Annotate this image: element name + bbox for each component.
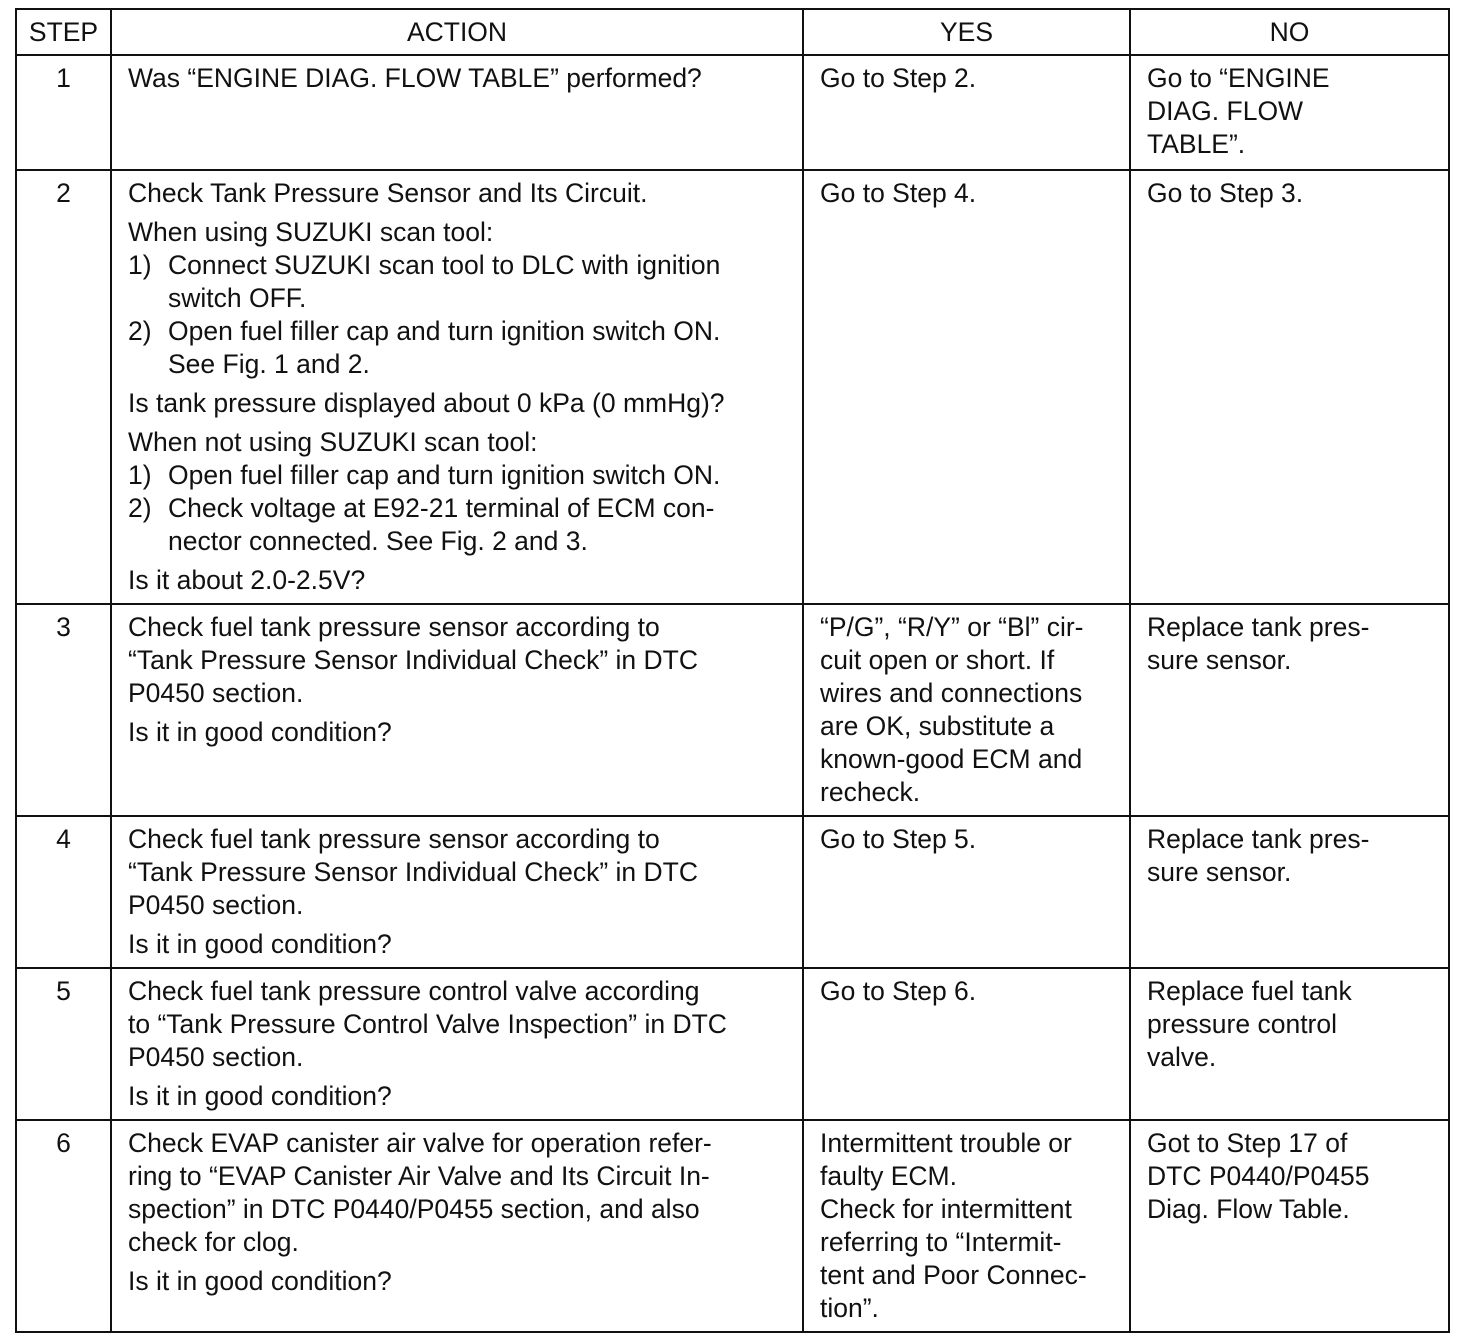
table-row [16, 604, 1449, 816]
no-text: Got to Step 17 of [1147, 1128, 1348, 1158]
list-number: 2) [128, 316, 152, 346]
no-text: valve. [1147, 1042, 1217, 1072]
action-cell [111, 968, 803, 1120]
action-text: Connect SUZUKI scan tool to DLC with ignition [168, 250, 721, 280]
yes-text: Go to Step 4. [820, 178, 977, 208]
action-question: Is it in good condition? [128, 1081, 392, 1111]
action-list-item [128, 492, 792, 525]
yes-text: Intermittent trouble or [820, 1128, 1072, 1158]
no-cell [1130, 1120, 1449, 1332]
header-step: STEP [16, 9, 111, 55]
action-text: P0450 section. [128, 678, 304, 708]
no-text: pressure control [1147, 1009, 1338, 1039]
action-list-item [128, 249, 792, 282]
action-list-item-cont [128, 525, 792, 558]
action-list-item [128, 315, 792, 348]
no-cell [1130, 170, 1449, 604]
no-text: Go to “ENGINE [1147, 63, 1330, 93]
yes-text: “P/G”, “R/Y” or “Bl” cir- [820, 612, 1084, 642]
action-text: ring to “EVAP Canister Air Valve and Its Circuit In- [128, 1161, 710, 1191]
yes-cell [803, 816, 1130, 968]
action-text: Open fuel filler cap and turn ignition switch ON. [168, 460, 721, 490]
step-number: 2 [16, 170, 111, 604]
action-text: check for clog. [128, 1227, 299, 1257]
action-text: See Fig. 1 and 2. [168, 349, 370, 379]
step-number: 5 [16, 968, 111, 1120]
action-text: Check voltage at E92-21 terminal of ECM con- [168, 493, 715, 523]
table-row [16, 170, 1449, 604]
step-number: 6 [16, 1120, 111, 1332]
no-text: TABLE”. [1147, 129, 1246, 159]
yes-text: recheck. [820, 777, 921, 807]
yes-text: Go to Step 6. [820, 976, 977, 1006]
action-text: “Tank Pressure Sensor Individual Check” in DTC [128, 857, 698, 887]
action-text: “Tank Pressure Sensor Individual Check” in DTC [128, 645, 698, 675]
action-text: nector connected. See Fig. 2 and 3. [168, 526, 588, 556]
action-text: P0450 section. [128, 890, 304, 920]
action-question: Is tank pressure displayed about 0 kPa (0 mmHg)? [128, 388, 725, 418]
header-no: NO [1130, 9, 1449, 55]
list-number: 1) [128, 250, 152, 280]
no-text: Go to Step 3. [1147, 178, 1304, 208]
yes-cell [803, 55, 1130, 170]
action-cell [111, 1120, 803, 1332]
no-text: Replace fuel tank [1147, 976, 1352, 1006]
action-text: Check EVAP canister air valve for operation refer- [128, 1128, 712, 1158]
no-text: DIAG. FLOW [1147, 96, 1304, 126]
yes-text: tion”. [820, 1293, 879, 1323]
step-number: 3 [16, 604, 111, 816]
action-text: to “Tank Pressure Control Valve Inspection” in DTC [128, 1009, 727, 1039]
yes-text: Go to Step 5. [820, 824, 977, 854]
yes-cell [803, 604, 1130, 816]
no-text: sure sensor. [1147, 645, 1292, 675]
action-question: Is it about 2.0-2.5V? [128, 565, 366, 595]
action-question: Is it in good condition? [128, 1266, 392, 1296]
no-text: Replace tank pres- [1147, 612, 1370, 642]
no-text: sure sensor. [1147, 857, 1292, 887]
action-text: Check fuel tank pressure control valve according [128, 976, 700, 1006]
yes-text: faulty ECM. [820, 1161, 957, 1191]
no-text: DTC P0440/P0455 [1147, 1161, 1370, 1191]
yes-text: wires and connections [820, 678, 1083, 708]
yes-cell [803, 968, 1130, 1120]
action-list-item-cont [128, 282, 792, 315]
table-row [16, 816, 1449, 968]
no-text: Diag. Flow Table. [1147, 1194, 1350, 1224]
list-number: 1) [128, 460, 152, 490]
no-text: Replace tank pres- [1147, 824, 1370, 854]
action-text: Was “ENGINE DIAG. FLOW TABLE” performed? [128, 63, 702, 93]
yes-text: tent and Poor Connec- [820, 1260, 1087, 1290]
diagnostic-flow-table [15, 8, 1450, 1333]
yes-text: referring to “Intermit- [820, 1227, 1062, 1257]
action-text: P0450 section. [128, 1042, 304, 1072]
action-cell [111, 604, 803, 816]
action-text: When not using SUZUKI scan tool: [128, 427, 538, 457]
header-row [16, 9, 1449, 55]
action-cell [111, 170, 803, 604]
action-text: Check Tank Pressure Sensor and Its Circuit. [128, 178, 648, 208]
header-action: ACTION [111, 9, 803, 55]
action-text: Check fuel tank pressure sensor according to [128, 824, 660, 854]
action-text: switch OFF. [168, 283, 307, 313]
table-row [16, 55, 1449, 170]
action-text: When using SUZUKI scan tool: [128, 217, 494, 247]
yes-text: cuit open or short. If [820, 645, 1055, 675]
action-question: Is it in good condition? [128, 929, 392, 959]
yes-text: Check for intermittent [820, 1194, 1072, 1224]
action-text: Check fuel tank pressure sensor according to [128, 612, 660, 642]
no-cell [1130, 816, 1449, 968]
action-list-item [128, 459, 792, 492]
step-number: 1 [16, 55, 111, 170]
action-cell [111, 816, 803, 968]
header-yes: YES [803, 9, 1130, 55]
table-row [16, 1120, 1449, 1332]
yes-text: known-good ECM and [820, 744, 1083, 774]
action-question: Is it in good condition? [128, 717, 392, 747]
yes-cell [803, 170, 1130, 604]
yes-cell [803, 1120, 1130, 1332]
no-cell [1130, 55, 1449, 170]
yes-text: are OK, substitute a [820, 711, 1055, 741]
no-cell [1130, 604, 1449, 816]
no-cell [1130, 968, 1449, 1120]
action-list-item-cont [128, 348, 792, 381]
step-number: 4 [16, 816, 111, 968]
action-cell [111, 55, 803, 170]
table-row [16, 968, 1449, 1120]
list-number: 2) [128, 493, 152, 523]
yes-text: Go to Step 2. [820, 63, 977, 93]
action-text: spection” in DTC P0440/P0455 section, and also [128, 1194, 700, 1224]
action-text: Open fuel filler cap and turn ignition switch ON. [168, 316, 721, 346]
